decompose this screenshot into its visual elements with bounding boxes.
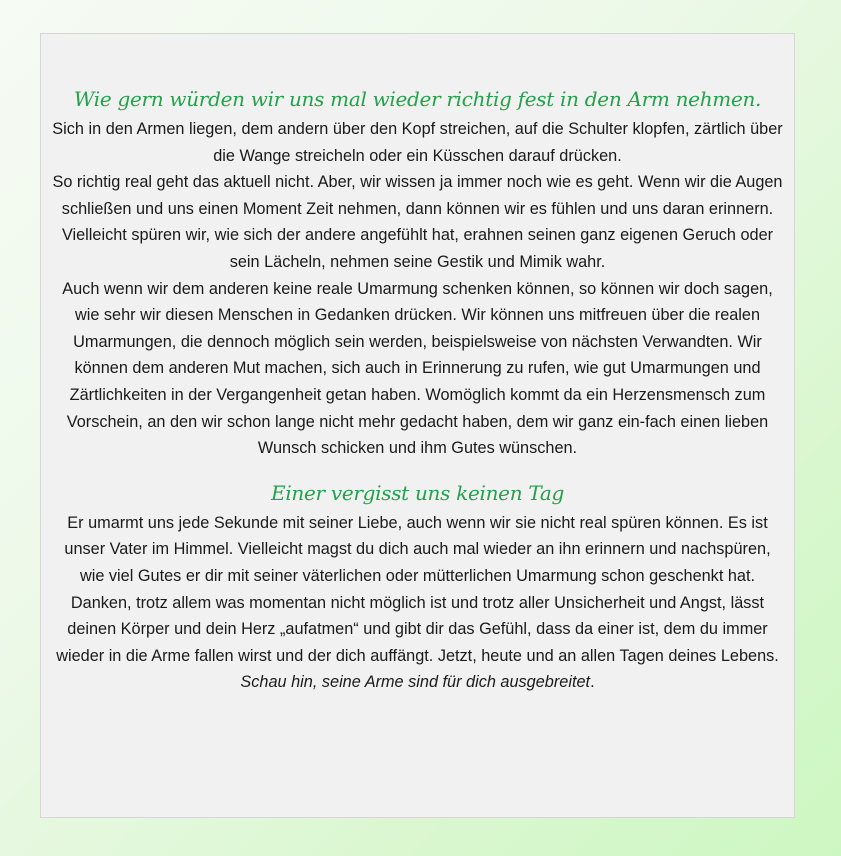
section-1-text (51, 116, 784, 462)
card-content (51, 86, 784, 696)
closing-punctuation: . (590, 673, 595, 692)
section-2-paragraph: Er umarmt uns jede Sekunde mit seiner Liebe, auch wenn wir sie nicht real spüren können. Es ist unser Vater im Himmel. Vielleicht magst du dich auch mal wieder an ihn erinnern und nachspüren, wie viel Gutes er dir mit seiner väterlichen oder mütterlichen Umarmung schon geschenkt hat. Danken, trotz allem was momentan nicht möglich ist und trotz aller Unsicherheit und Angst, lässt deinen Körper und dein Herz „aufatmen“ und gibt dir das Gefühl, dass da einer ist, dem du immer wieder in die Arme fallen wirst und der dich auffängt. Jetzt, heute und an allen Tagen deines Lebens. (56, 513, 779, 665)
section-1-paragraph-1: Sich in den Armen liegen, dem andern über den Kopf streichen, auf die Schulter klopfen, zärtlich über die Wange streicheln oder ein Küsschen darauf drücken. (52, 120, 783, 165)
main-heading: Wie gern würden wir uns mal wieder richtig fest in den Arm nehmen. (73, 87, 762, 111)
section-1-paragraph-2: So richtig real geht das aktuell nicht. Aber, wir wissen ja immer noch wie es geht. Wenn wir die Augen schließen und uns einen Moment Zeit nehmen, dann können wir es fühlen und uns daran erinnern. Vielleicht spüren wir, wie sich der andere angefühlt hat, erahnen seinen ganz eigenen Geruch oder sein Lächeln, nehmen seine Gestik und Mimik wahr. (52, 173, 783, 271)
section-1-paragraph-3: Auch wenn wir dem anderen keine reale Umarmung schenken können, so können wir doch sagen, wie sehr wir diesen Menschen in Gedanken drücken. Wir können uns mitfreuen über die realen Umarmungen, die dennoch möglich sein werden, beispielsweise von nächsten Verwandten. Wir können dem anderen Mut machen, sich auch in Erinnerung zu rufen, wie gut Umarmungen und Zärtlichkeiten in der Vergangenheit getan haben. Womöglich kommt da ein Herzensmensch zum Vorschein, an den wir schon lange nicht mehr gedacht haben, dem wir ganz ein-fach einen lieben Wunsch schicken und ihm Gutes wünschen. (62, 279, 773, 458)
section-2-text (51, 510, 784, 696)
text-card (40, 33, 795, 818)
sub-heading: Einer vergisst uns keinen Tag (271, 480, 564, 505)
italic-closing-sentence: Schau hin, seine Arme sind für dich ausgebreitet (240, 673, 591, 692)
